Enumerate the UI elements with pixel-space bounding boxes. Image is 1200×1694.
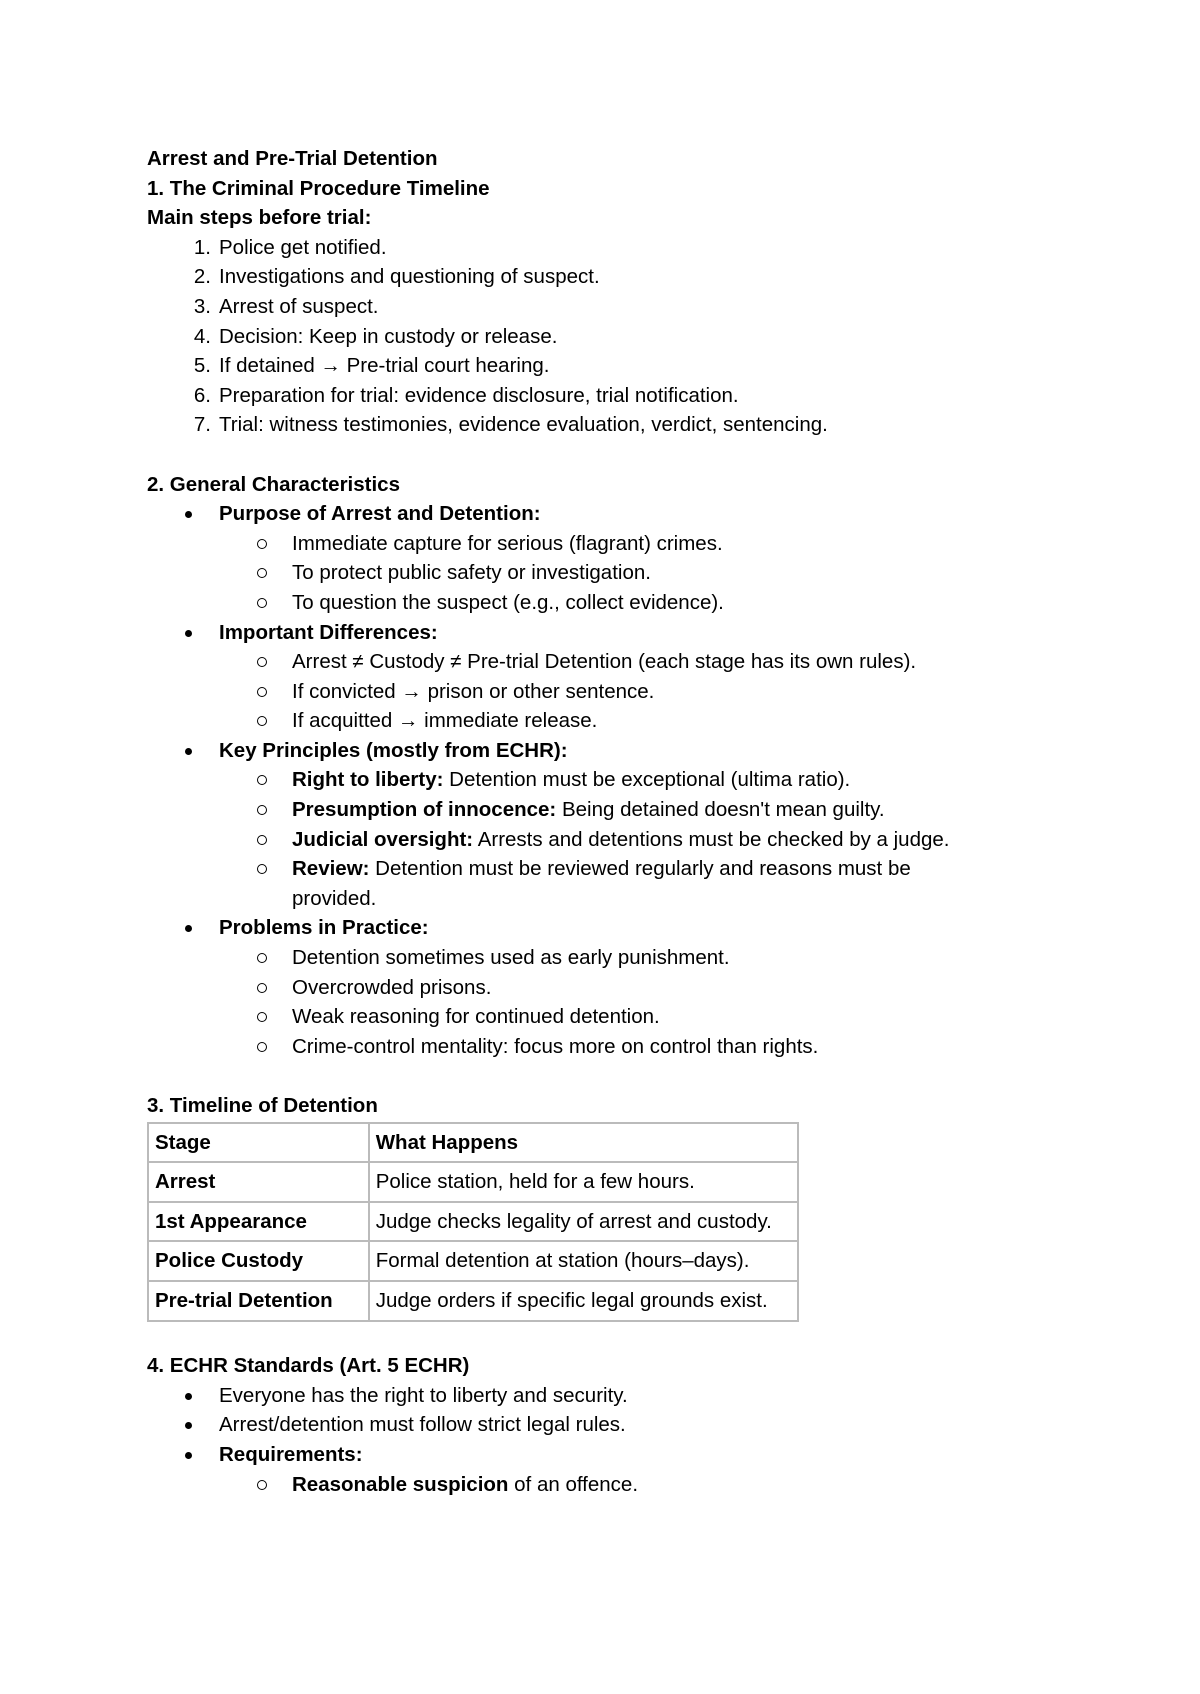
table-header-row <box>148 1123 798 1163</box>
list-item: Crime-control mentality: focus more on control than rights. <box>147 1032 1047 1062</box>
list-item <box>147 618 1047 736</box>
list-item: Overcrowded prisons. <box>147 973 1047 1003</box>
step-text: Police get notified. <box>219 235 387 259</box>
hollow-bullet-icon <box>257 568 267 578</box>
hollow-bullet-icon <box>257 539 267 549</box>
list-item: Reasonable suspicion of an offence. <box>147 1470 1047 1500</box>
bullet-icon <box>185 511 192 518</box>
step-number: 2. <box>193 265 211 289</box>
table-cell-description: Judge orders if specific legal grounds exist. <box>369 1281 798 1321</box>
list-item: Right to liberty: Detention must be exceptional (ultima ratio). <box>147 765 1047 795</box>
table-cell-description: Police station, held for a few hours. <box>369 1162 798 1202</box>
hollow-bullet-icon <box>257 1042 267 1052</box>
list-item <box>147 292 1047 322</box>
table-row <box>148 1202 798 1242</box>
group-label: Problems in Practice: <box>219 916 429 940</box>
bullet-icon <box>185 1393 192 1400</box>
hollow-bullet-icon <box>257 598 267 608</box>
hollow-bullet-icon <box>257 983 267 993</box>
table-row <box>148 1162 798 1202</box>
list-item <box>147 351 1047 381</box>
echr-standards-list <box>147 1381 1047 1499</box>
step-number: 1. <box>193 235 211 259</box>
list-item: Everyone has the right to liberty and security. <box>147 1381 1047 1411</box>
section-4-heading: 4. ECHR Standards (Art. 5 ECHR) <box>147 1354 470 1378</box>
list-item <box>147 1440 1047 1499</box>
list-item <box>147 410 1047 440</box>
list-item: Immediate capture for serious (flagrant) crimes. <box>147 529 1047 559</box>
bullet-icon <box>185 1422 192 1429</box>
hollow-bullet-icon <box>257 716 267 726</box>
document-page <box>147 144 1047 1499</box>
step-text: Investigations and questioning of suspect. <box>219 265 600 289</box>
table-header-cell: Stage <box>148 1123 369 1163</box>
table-header-cell: What Happens <box>369 1123 798 1163</box>
procedure-steps-list <box>147 233 1047 440</box>
list-item: Arrest ≠ Custody ≠ Pre-trial Detention (each stage has its own rules). <box>147 647 1047 677</box>
step-text: Arrest of suspect. <box>219 294 379 318</box>
step-text: If detained → Pre-trial court hearing. <box>219 354 550 378</box>
table-cell-stage: Police Custody <box>148 1241 369 1281</box>
table-cell-description: Formal detention at station (hours–days). <box>369 1241 798 1281</box>
step-text: Trial: witness testimonies, evidence evaluation, verdict, sentencing. <box>219 413 828 437</box>
group-label: Purpose of Arrest and Detention: <box>219 502 541 526</box>
characteristics-list <box>147 499 1047 1061</box>
hollow-bullet-icon <box>257 1012 267 1022</box>
list-item: If convicted → prison or other sentence. <box>147 677 1047 707</box>
hollow-bullet-icon <box>257 864 267 874</box>
step-text: Decision: Keep in custody or release. <box>219 324 558 348</box>
list-item: Judicial oversight: Arrests and detentions must be checked by a judge. <box>147 825 1047 855</box>
table-cell-stage: Pre-trial Detention <box>148 1281 369 1321</box>
hollow-bullet-icon <box>257 775 267 785</box>
list-item <box>147 233 1047 263</box>
list-item <box>147 499 1047 617</box>
table-cell-stage: 1st Appearance <box>148 1202 369 1242</box>
hollow-bullet-icon <box>257 687 267 697</box>
step-number: 5. <box>193 354 211 378</box>
step-number: 4. <box>193 324 211 348</box>
list-item: To protect public safety or investigation. <box>147 558 1047 588</box>
list-item: To question the suspect (e.g., collect evidence). <box>147 588 1047 618</box>
list-item <box>147 322 1047 352</box>
section-2-heading: 2. General Characteristics <box>147 472 400 496</box>
list-item: Detention sometimes used as early punishment. <box>147 943 1047 973</box>
hollow-bullet-icon <box>257 1480 267 1490</box>
list-item: Arrest/detention must follow strict legal rules. <box>147 1410 1047 1440</box>
spacer <box>147 440 1047 470</box>
hollow-bullet-icon <box>257 657 267 667</box>
document-title: Arrest and Pre-Trial Detention <box>147 147 438 170</box>
table-cell-stage: Arrest <box>148 1162 369 1202</box>
table-cell-description: Judge checks legality of arrest and custody. <box>369 1202 798 1242</box>
section-3-heading: 3. Timeline of Detention <box>147 1094 378 1117</box>
bullet-icon <box>185 925 192 932</box>
step-number: 6. <box>193 383 211 407</box>
section-1-heading: 1. The Criminal Procedure Timeline <box>147 176 490 200</box>
section-1-subheading: Main steps before trial: <box>147 206 372 230</box>
list-item: If acquitted → immediate release. <box>147 706 1047 736</box>
bullet-icon <box>185 630 192 637</box>
group-label: Key Principles (mostly from ECHR): <box>219 738 568 762</box>
list-item <box>147 736 1047 914</box>
group-label: Requirements: <box>219 1442 363 1466</box>
hollow-bullet-icon <box>257 953 267 963</box>
list-item <box>147 262 1047 292</box>
bullet-icon <box>185 1452 192 1459</box>
hollow-bullet-icon <box>257 805 267 815</box>
bullet-icon <box>185 748 192 755</box>
table-row <box>148 1241 798 1281</box>
list-item: Presumption of innocence: Being detained doesn't mean guilty. <box>147 795 1047 825</box>
list-item: Weak reasoning for continued detention. <box>147 1002 1047 1032</box>
spacer <box>147 1061 1047 1091</box>
list-item: Review: Detention must be reviewed regularly and reasons must be provided. <box>147 854 972 913</box>
step-text: Preparation for trial: evidence disclosure, trial notification. <box>219 383 739 407</box>
step-number: 3. <box>193 294 211 318</box>
step-number: 7. <box>193 413 211 437</box>
group-label: Important Differences: <box>219 620 438 644</box>
list-item <box>147 913 1047 1061</box>
list-item <box>147 381 1047 411</box>
hollow-bullet-icon <box>257 835 267 845</box>
spacer <box>147 1322 1047 1352</box>
table-row <box>148 1281 798 1321</box>
detention-timeline-table <box>147 1122 799 1322</box>
